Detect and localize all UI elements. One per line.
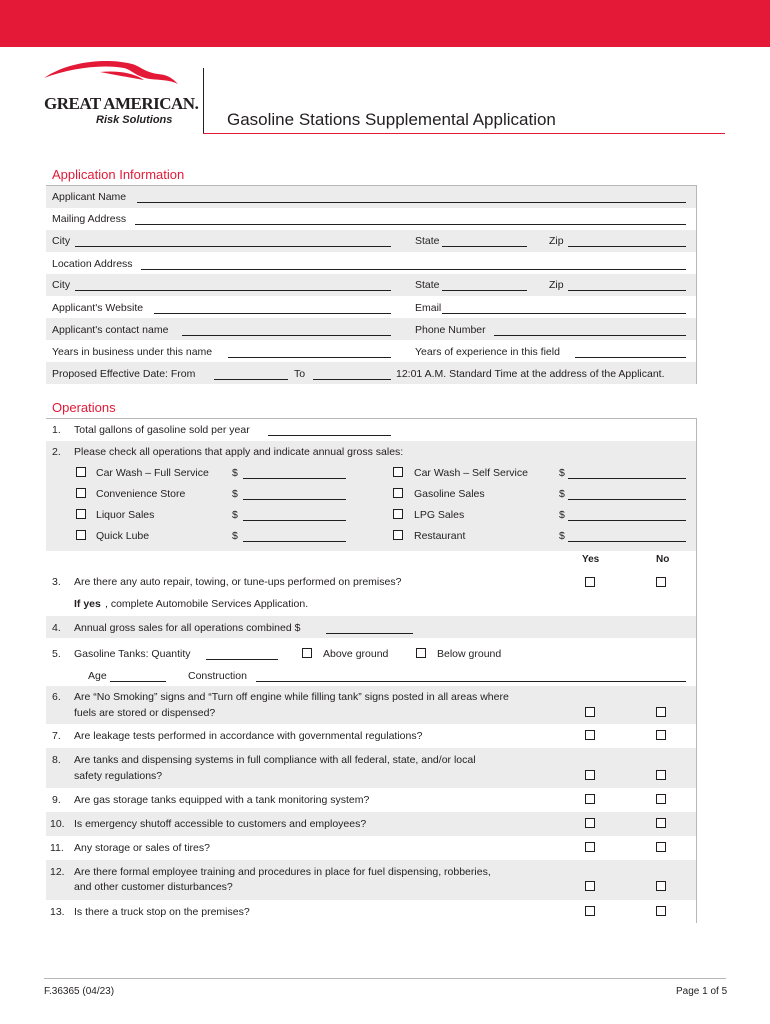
question-text-line1: Are “No Smoking” signs and “Turn off engine while filling tank” signs posted in all areas where bbox=[74, 691, 509, 703]
combined-sales-field[interactable] bbox=[326, 633, 413, 634]
checkbox-gasoline-sales[interactable] bbox=[393, 488, 403, 498]
dollar-sign: $ bbox=[232, 509, 238, 521]
question-text-line2: safety regulations? bbox=[74, 770, 163, 782]
effective-to-label: To bbox=[294, 368, 306, 380]
sales-field[interactable] bbox=[243, 499, 346, 500]
footer-rule bbox=[44, 978, 726, 979]
no-checkbox[interactable] bbox=[656, 818, 666, 828]
question-text: Gasoline Tanks: Quantity bbox=[74, 648, 191, 660]
zip-field[interactable] bbox=[568, 290, 686, 291]
phone-label: Phone Number bbox=[415, 324, 486, 336]
checkbox-above-ground[interactable] bbox=[302, 648, 312, 658]
years-experience-field[interactable] bbox=[575, 357, 686, 358]
phone-field[interactable] bbox=[494, 335, 686, 336]
state-label: State bbox=[415, 235, 440, 247]
page-title: Gasoline Stations Supplemental Application bbox=[227, 110, 556, 129]
no-checkbox[interactable] bbox=[656, 730, 666, 740]
eagle-swoosh-icon bbox=[40, 58, 200, 98]
years-business-field[interactable] bbox=[228, 357, 391, 358]
op-label: Car Wash – Self Service bbox=[414, 467, 528, 479]
tank-quantity-field[interactable] bbox=[206, 659, 278, 660]
question-text: Total gallons of gasoline sold per year bbox=[74, 424, 250, 436]
dollar-sign: $ bbox=[232, 530, 238, 542]
question-row bbox=[46, 812, 696, 836]
question-row bbox=[46, 441, 696, 551]
section-heading-application-info: Application Information bbox=[52, 167, 185, 182]
form-row bbox=[46, 252, 696, 274]
dollar-sign: $ bbox=[559, 467, 565, 479]
question-row bbox=[46, 724, 696, 748]
question-row bbox=[46, 570, 696, 616]
question-row bbox=[46, 686, 696, 724]
question-text-line1: Are there formal employee training and procedures in place for fuel dispensing, robberies, bbox=[74, 866, 491, 878]
op-label: Gasoline Sales bbox=[414, 488, 485, 500]
sales-field[interactable] bbox=[243, 520, 346, 521]
logo-wordmark: GREAT AMERICAN. bbox=[44, 94, 199, 113]
no-checkbox[interactable] bbox=[656, 794, 666, 804]
city-label: City bbox=[52, 235, 71, 247]
age-field[interactable] bbox=[110, 681, 166, 682]
op-label: Convenience Store bbox=[96, 488, 186, 500]
form-row bbox=[46, 208, 696, 230]
website-label: Applicant's Website bbox=[52, 302, 144, 314]
question-row bbox=[46, 900, 696, 924]
form-row bbox=[46, 318, 696, 340]
sales-field[interactable] bbox=[243, 478, 346, 479]
yes-checkbox[interactable] bbox=[585, 842, 595, 852]
effective-to-field[interactable] bbox=[313, 379, 391, 380]
contact-name-field[interactable] bbox=[182, 335, 391, 336]
question-row bbox=[46, 616, 696, 638]
no-checkbox[interactable] bbox=[656, 842, 666, 852]
page-number: Page 1 of 5 bbox=[676, 986, 728, 997]
applicant-name-field[interactable] bbox=[137, 202, 686, 203]
years-business-label: Years in business under this name bbox=[52, 346, 213, 358]
if-yes-label: If yes bbox=[74, 598, 101, 610]
logo-subtitle: Risk Solutions bbox=[96, 114, 173, 126]
zip-field[interactable] bbox=[568, 246, 686, 247]
question-text-line2: and other customer disturbances? bbox=[74, 881, 233, 893]
question-text-line1: Are tanks and dispensing systems in full compliance with all federal, state, and/or local bbox=[74, 754, 476, 766]
question-number: 4. bbox=[52, 622, 61, 634]
question-number: 7. bbox=[52, 730, 61, 742]
question-row bbox=[46, 860, 696, 900]
section-heading-operations: Operations bbox=[52, 400, 116, 415]
no-checkbox[interactable] bbox=[656, 577, 666, 587]
question-number: 3. bbox=[52, 576, 61, 588]
dollar-sign: $ bbox=[559, 509, 565, 521]
sales-field[interactable] bbox=[568, 478, 686, 479]
yes-checkbox[interactable] bbox=[585, 818, 595, 828]
form-number: F.36365 (04/23) bbox=[44, 986, 115, 997]
email-field[interactable] bbox=[442, 313, 686, 314]
question-number: 12. bbox=[50, 866, 65, 878]
yes-column-header: Yes bbox=[582, 554, 600, 565]
dollar-sign: $ bbox=[559, 488, 565, 500]
checkbox-car-wash-self[interactable] bbox=[393, 467, 403, 477]
form-row bbox=[46, 230, 696, 252]
no-checkbox[interactable] bbox=[656, 770, 666, 780]
below-ground-label: Below ground bbox=[437, 648, 502, 660]
zip-label: Zip bbox=[549, 235, 564, 247]
op-label: LPG Sales bbox=[414, 509, 465, 521]
city-field[interactable] bbox=[75, 246, 391, 247]
no-checkbox[interactable] bbox=[656, 881, 666, 891]
form-row bbox=[46, 362, 696, 384]
top-brand-bar bbox=[0, 0, 770, 47]
sales-field[interactable] bbox=[568, 499, 686, 500]
email-label: Email bbox=[415, 302, 442, 314]
state-field[interactable] bbox=[442, 246, 527, 247]
no-column-header: No bbox=[656, 554, 670, 565]
yes-checkbox[interactable] bbox=[585, 577, 595, 587]
effective-from-field[interactable] bbox=[214, 379, 288, 380]
question-row bbox=[46, 640, 696, 686]
checkbox-quick-lube[interactable] bbox=[76, 530, 86, 540]
city-field[interactable] bbox=[75, 290, 391, 291]
question-row bbox=[46, 419, 696, 441]
location-address-field[interactable] bbox=[141, 269, 686, 270]
construction-label: Construction bbox=[188, 670, 247, 682]
question-number: 5. bbox=[52, 648, 61, 660]
question-text: Annual gross sales for all operations combined $ bbox=[74, 622, 301, 634]
question-number: 8. bbox=[52, 754, 61, 766]
question-text: Please check all operations that apply and indicate annual gross sales: bbox=[74, 446, 404, 458]
above-ground-label: Above ground bbox=[323, 648, 389, 660]
website-field[interactable] bbox=[154, 313, 391, 314]
op-label: Car Wash – Full Service bbox=[96, 467, 209, 479]
contact-name-label: Applicant's contact name bbox=[52, 324, 169, 336]
construction-field[interactable] bbox=[256, 681, 686, 682]
question-number: 2. bbox=[52, 446, 61, 458]
location-address-label: Location Address bbox=[52, 258, 133, 270]
op-label: Liquor Sales bbox=[96, 509, 155, 521]
header-rule bbox=[203, 133, 725, 134]
question-text: Is emergency shutoff accessible to customers and employees? bbox=[74, 818, 367, 830]
question-text: Are gas storage tanks equipped with a tank monitoring system? bbox=[74, 794, 370, 806]
yes-checkbox[interactable] bbox=[585, 794, 595, 804]
age-label: Age bbox=[88, 670, 107, 682]
yes-checkbox[interactable] bbox=[585, 906, 595, 916]
zip-label: Zip bbox=[549, 279, 564, 291]
form-row bbox=[46, 296, 696, 318]
question-number: 11. bbox=[50, 842, 64, 854]
header-divider bbox=[203, 68, 204, 133]
question-row bbox=[46, 788, 696, 812]
question-number: 1. bbox=[52, 424, 61, 436]
checkbox-lpg-sales[interactable] bbox=[393, 509, 403, 519]
section-side-rule bbox=[696, 418, 697, 923]
yes-checkbox[interactable] bbox=[585, 881, 595, 891]
company-logo bbox=[40, 58, 200, 138]
standard-time-text: 12:01 A.M. Standard Time at the address of the Applicant. bbox=[396, 368, 665, 380]
question-number: 13. bbox=[50, 906, 65, 918]
dollar-sign: $ bbox=[232, 467, 238, 479]
yes-checkbox[interactable] bbox=[585, 770, 595, 780]
no-checkbox[interactable] bbox=[656, 707, 666, 717]
dollar-sign: $ bbox=[232, 488, 238, 500]
checkbox-car-wash-full[interactable] bbox=[76, 467, 86, 477]
op-label: Restaurant bbox=[414, 530, 466, 542]
question-number: 10. bbox=[50, 818, 65, 830]
if-yes-instruction: , complete Automobile Services Application. bbox=[105, 598, 309, 610]
dollar-sign: $ bbox=[559, 530, 565, 542]
years-experience-label: Years of experience in this field bbox=[415, 346, 560, 358]
mailing-address-label: Mailing Address bbox=[52, 213, 127, 225]
sales-field[interactable] bbox=[568, 520, 686, 521]
question-row bbox=[46, 748, 696, 788]
checkbox-below-ground[interactable] bbox=[416, 648, 426, 658]
gallons-field[interactable] bbox=[268, 435, 391, 436]
yes-checkbox[interactable] bbox=[585, 730, 595, 740]
form-row bbox=[46, 340, 696, 362]
sales-field[interactable] bbox=[568, 541, 686, 542]
sales-field[interactable] bbox=[243, 541, 346, 542]
no-checkbox[interactable] bbox=[656, 906, 666, 916]
question-text: Any storage or sales of tires? bbox=[74, 842, 210, 854]
question-row bbox=[46, 836, 696, 860]
question-number: 9. bbox=[52, 794, 61, 806]
question-text: Is there a truck stop on the premises? bbox=[74, 906, 250, 918]
mailing-address-field[interactable] bbox=[135, 224, 686, 225]
yes-checkbox[interactable] bbox=[585, 707, 595, 717]
checkbox-restaurant[interactable] bbox=[393, 530, 403, 540]
section-side-rule bbox=[696, 185, 697, 384]
form-row bbox=[46, 186, 696, 208]
applicant-name-label: Applicant Name bbox=[52, 191, 127, 203]
question-number: 6. bbox=[52, 691, 61, 703]
question-text-line2: fuels are stored or dispensed? bbox=[74, 707, 216, 719]
city-label: City bbox=[52, 279, 71, 291]
state-field[interactable] bbox=[442, 290, 527, 291]
op-label: Quick Lube bbox=[96, 530, 150, 542]
state-label: State bbox=[415, 279, 440, 291]
effective-from-label: Proposed Effective Date: From bbox=[52, 368, 196, 380]
checkbox-liquor-sales[interactable] bbox=[76, 509, 86, 519]
question-text: Are there any auto repair, towing, or tune-ups performed on premises? bbox=[74, 576, 402, 588]
question-text: Are leakage tests performed in accordance with governmental regulations? bbox=[74, 730, 423, 742]
form-row bbox=[46, 274, 696, 296]
checkbox-convenience-store[interactable] bbox=[76, 488, 86, 498]
